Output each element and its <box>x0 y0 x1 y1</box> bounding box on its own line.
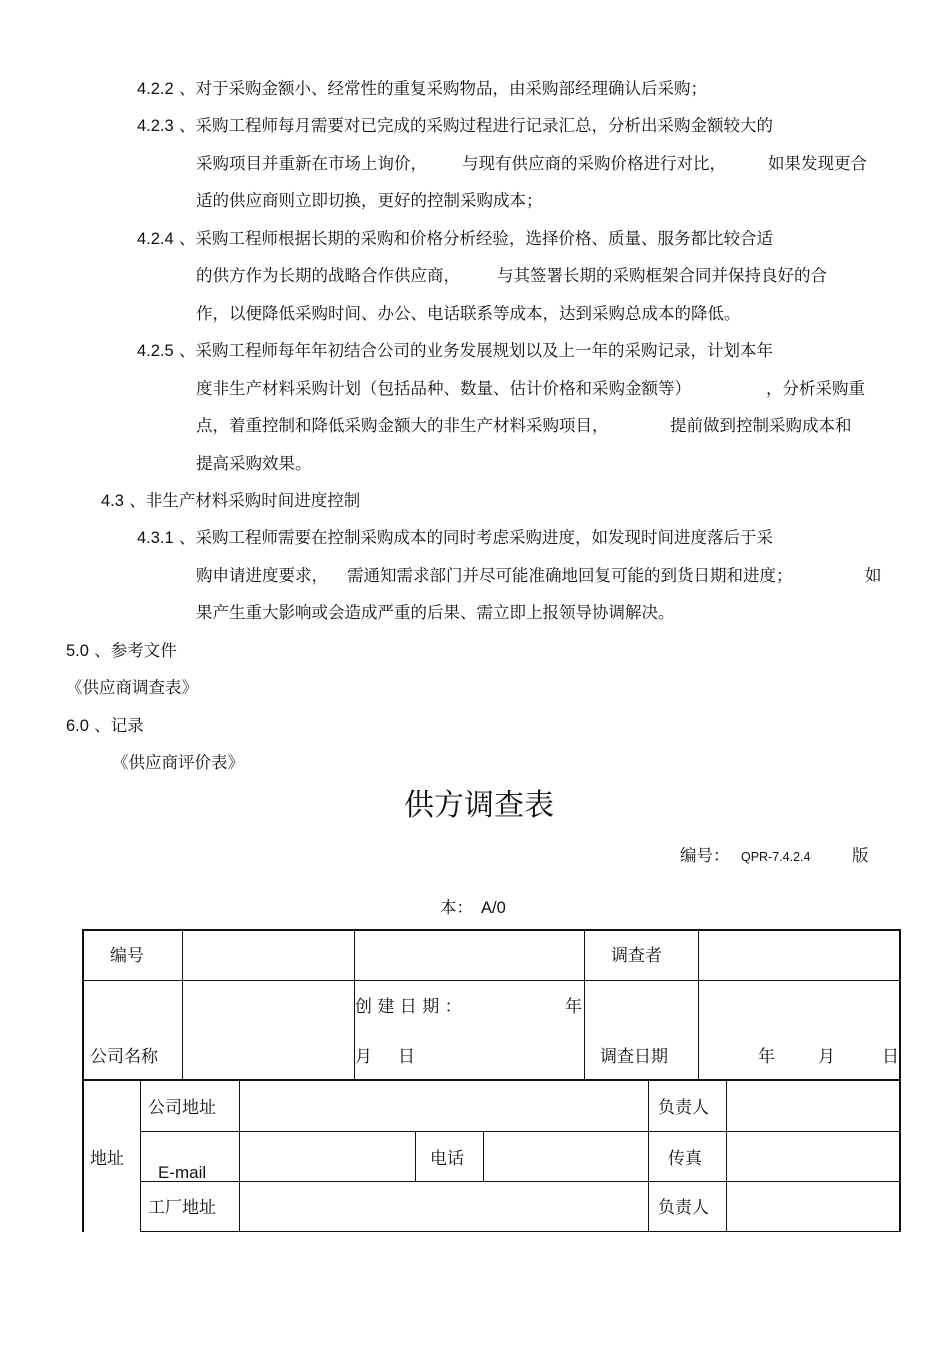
table-rule <box>82 929 901 931</box>
section-5-0: 5.0 、参考文件 <box>66 641 177 660</box>
form-version-value: A/0 <box>481 899 506 917</box>
clause-text: 果产生重大影响或会造成严重的后果、需立即上报领导协调解决。 <box>196 603 675 622</box>
form-title: 供方调查表 <box>404 788 554 823</box>
clause-text: ，分析采购重 <box>766 379 865 398</box>
label-factory-address: 工厂地址 <box>148 1198 216 1218</box>
form-version-label-2: 本： <box>440 898 473 917</box>
clause-text: 提前做到控制采购成本和 <box>670 416 852 435</box>
table-rule <box>182 929 183 1080</box>
label-create-month: 月 <box>355 1047 372 1067</box>
table-rule <box>239 1080 240 1232</box>
table-rule <box>140 1080 141 1232</box>
label-email: E-mail <box>158 1163 207 1182</box>
clause-text: 作，以便降低采购时间、办公、电话联系等成本，达到采购总成本的降低。 <box>196 304 741 323</box>
label-create-day: 日 <box>398 1047 415 1067</box>
table-rule <box>140 1131 901 1132</box>
form-code-value: QPR-7.4.2.4 <box>741 850 811 864</box>
label-address: 地址 <box>90 1149 124 1169</box>
label-create-year: 年 <box>565 997 582 1017</box>
label-create-date: 创 建 日 期 ： <box>355 997 462 1017</box>
clause-text: 如果发现更合 <box>768 154 867 173</box>
label-investigator: 调查者 <box>611 946 662 966</box>
reference-document: 《供应商调查表》 <box>66 678 198 697</box>
label-survey-year: 年 <box>758 1047 775 1067</box>
section-6-0: 6.0 、记录 <box>66 716 144 735</box>
label-survey-month: 月 <box>818 1047 835 1067</box>
clause-text: 的供方作为长期的战略合作供应商， <box>196 266 460 285</box>
table-rule <box>584 929 585 1080</box>
clause-text: 与现有供应商的采购价格进行对比， <box>462 154 726 173</box>
table-rule <box>899 929 901 1232</box>
table-rule <box>648 1080 649 1232</box>
table-rule <box>726 1080 727 1232</box>
label-number: 编号 <box>110 946 144 966</box>
label-person-in-charge: 负责人 <box>658 1098 709 1118</box>
table-rule <box>483 1131 484 1182</box>
label-factory-person-in-charge: 负责人 <box>658 1198 709 1218</box>
record-document: 《供应商评价表》 <box>112 753 244 772</box>
table-rule <box>140 1231 901 1232</box>
clause-text: 与其签署长期的采购框架合同并保持良好的合 <box>497 266 827 285</box>
label-survey-date: 调查日期 <box>600 1047 668 1067</box>
clause-4-2-3: 4.2.3 、采购工程师每月需要对已完成的采购过程进行记录汇总，分析出采购金额较大的 <box>137 116 773 135</box>
clause-4-2-2: 4.2.2 、对于采购金额小、经常性的重复采购物品，由采购部经理确认后采购； <box>137 79 707 98</box>
label-company-name: 公司名称 <box>90 1047 158 1067</box>
clause-text: 如 <box>865 566 882 585</box>
clause-text: 点，着重控制和降低采购金额大的非生产材料采购项目， <box>196 416 609 435</box>
table-rule <box>698 929 699 1080</box>
clause-text: 需通知需求部门并尽可能准确地回复可能的到货日期和进度； <box>347 566 793 585</box>
label-phone: 电话 <box>430 1149 464 1169</box>
clause-4-2-5: 4.2.5 、采购工程师每年年初结合公司的业务发展规划以及上一年的采购记录，计划本年 <box>137 341 773 360</box>
label-survey-day: 日 <box>882 1047 899 1067</box>
section-4-3: 4.3 、非生产材料采购时间进度控制 <box>101 491 361 510</box>
label-company-address: 公司地址 <box>148 1098 216 1118</box>
clause-text: 提高采购效果。 <box>196 454 312 473</box>
table-rule <box>415 1131 416 1182</box>
table-rule <box>82 1079 901 1081</box>
clause-4-2-4: 4.2.4 、采购工程师根据长期的采购和价格分析经验，选择价格、质量、服务都比较合适 <box>137 229 773 248</box>
table-rule <box>140 1181 901 1182</box>
table-rule <box>82 980 901 981</box>
label-fax: 传真 <box>668 1149 702 1169</box>
clause-text: 度非生产材料采购计划（包括品种、数量、估计价格和采购金额等） <box>196 379 691 398</box>
form-code-label: 编号： <box>680 846 730 865</box>
table-rule <box>82 929 84 1232</box>
clause-text: 购申请进度要求， <box>196 566 328 585</box>
clause-4-3-1: 4.3.1 、采购工程师需要在控制采购成本的同时考虑采购进度，如发现时间进度落后于采 <box>137 528 773 547</box>
clause-text: 采购项目并重新在市场上询价， <box>196 154 427 173</box>
form-version-label: 版 <box>852 846 869 865</box>
clause-text: 适的供应商则立即切换，更好的控制采购成本； <box>196 191 543 210</box>
